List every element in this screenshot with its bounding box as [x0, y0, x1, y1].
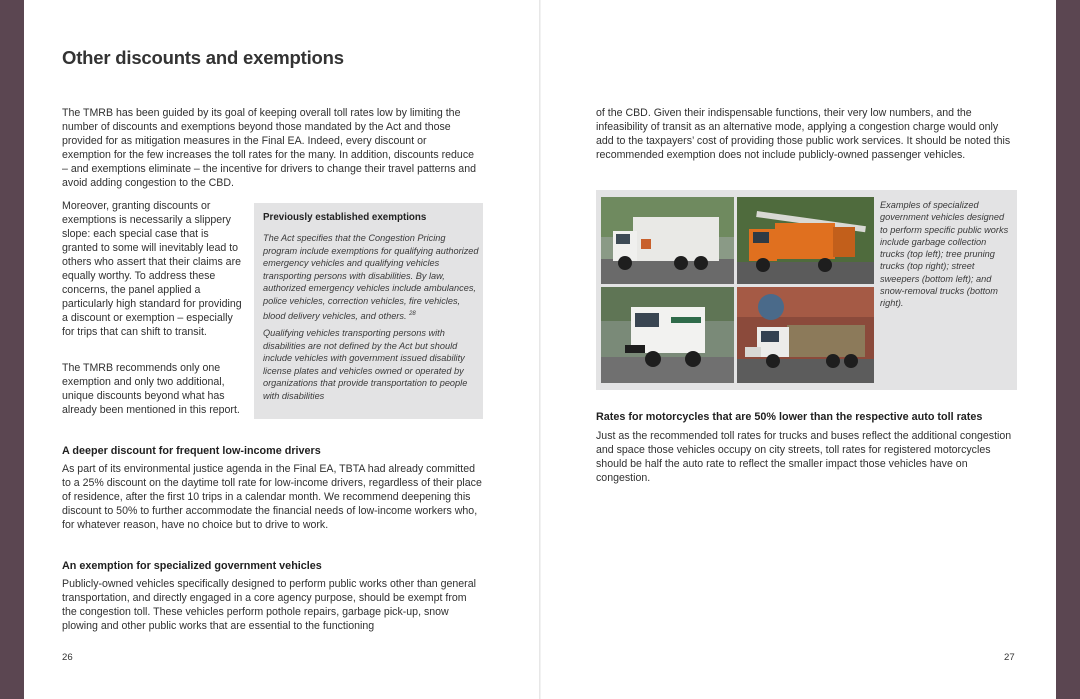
recommendation-paragraph: The TMRB recommends only one exemption and only two additional, unique discounts beyond what has already been mentioned in this report.	[62, 362, 240, 416]
page-gutter	[539, 0, 541, 699]
intro-paragraph: The TMRB has been guided by its goal of keeping overall toll rates low by limiting the number of discounts and exemptions beyond those mandated by the Act and those provided for as mitigation measures in the Final EA. Indeed, every discount or exemption for the few increases the toll rates for the many. In addition, discounts reduce – and exemptions eliminate – the incentive for drivers to change their travel patterns and avoid adding congestion to the CBD.	[62, 107, 476, 189]
document-spread	[24, 0, 1056, 699]
section-heading-low-income: A deeper discount for frequent low-income drivers	[62, 445, 321, 457]
snow-removal-truck-photo	[737, 287, 874, 383]
sidebar-paragraph-1	[263, 232, 481, 322]
sidebar-title: Previously established exemptions	[263, 212, 427, 223]
section-heading-motorcycles: Rates for motorcycles that are 50% lower than the respective auto toll rates	[596, 411, 983, 423]
page-number-right: 27	[1004, 652, 1015, 663]
established-exemptions-sidebar	[254, 203, 483, 419]
photo-caption: Examples of specialized government vehicles designed to perform specific public works include garbage collection trucks (top left); tree pruning trucks (top right); street sweepers (bottom left); and snow-removal trucks (bottom right).	[880, 200, 1009, 309]
footnote-marker: 28	[409, 310, 416, 317]
government-vehicles-paragraph: Publicly-owned vehicles specifically designed to perform public works other than general transportation, and directly engaged in a core agency purpose, should be exempt from the congestion toll. These vehicles perform pothole repairs, garbage pick-up, snow plowing and other public works that are essential to the functioning	[62, 578, 476, 632]
section-heading-government-vehicles: An exemption for specialized government vehicles	[62, 560, 322, 572]
tree-pruning-truck-photo	[737, 197, 874, 284]
street-sweeper-photo	[601, 287, 734, 383]
garbage-truck-photo	[601, 197, 734, 284]
page-number-left: 26	[62, 652, 73, 663]
slippery-slope-paragraph: Moreover, granting discounts or exemptions is necessarily a slippery slope: each special case that is granted to some will inevitably lead to others who assert that their claims are equally worthy. To address these concerns, the panel applied a particularly high standard for providing a discount or exemption – especially for trips that can shift to transit.	[62, 200, 242, 338]
motorcycles-paragraph: Just as the recommended toll rates for trucks and buses reflect the additional congestion and space those vehicles occupy on city streets, toll rates for registered motorcycles should be half the auto rate to reflect the smaller impact those vehicles have on congestion.	[596, 430, 1012, 484]
vehicle-photo-panel	[596, 190, 1017, 390]
sidebar-paragraph-2: Qualifying vehicles transporting persons with disabilities are not defined by the Act but should include vehicles with government issued disability license plates and vehicles owned or operated by organizations that provide transportation to people with disabilities	[263, 328, 468, 401]
sidebar-paragraph-1-text: The Act specifies that the Congestion Pricing program include exemptions for qualifying authorized emergency vehicles and qualifying vehicles transporting persons with disabilities. By law, authorized emergency vehicles include ambulances, police vehicles, correction vehicles, fire vehicles, blood delivery vehicles, and others.	[263, 233, 479, 321]
low-income-paragraph: As part of its environmental justice agenda in the Final EA, TBTA had already committed to a 25% discount on the daytime toll rate for low-income drivers, regardless of their place of residence, after the first 10 trips in a calendar month. We recommend deepening this discount to 50% to further accommodate the financial needs of low-income workers who, for whatever reason, have no choice but to drive to work.	[62, 463, 482, 531]
continued-paragraph: of the CBD. Given their indispensable functions, their very low numbers, and the infeasibility of transit as an alternative mode, applying a congestion charge would only add to the taxpayers’ cost of providing those public work services. It should be noted this recommended exemption does not include publicly-owned passenger vehicles.	[596, 107, 1011, 161]
page-title: Other discounts and exemptions	[62, 47, 344, 68]
